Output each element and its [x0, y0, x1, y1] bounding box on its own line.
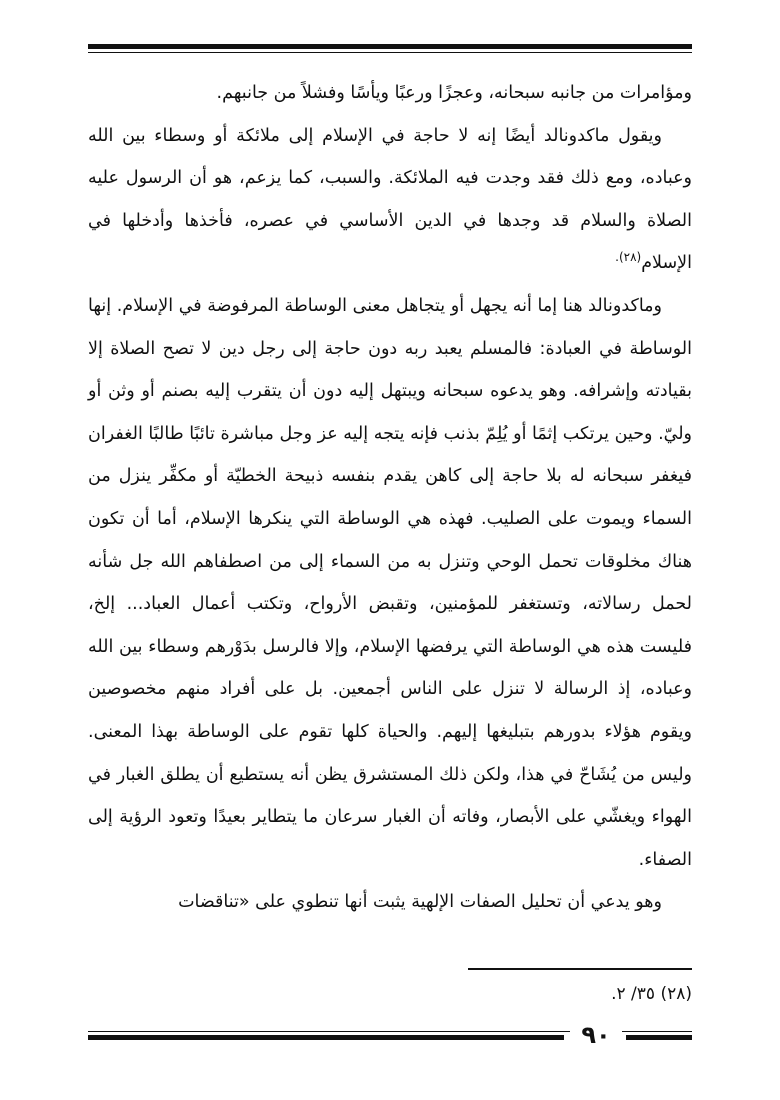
- paragraph-2-text: ويقول ماكدونالد أيضًا إنه لا حاجة في الإسلام إلى ملائكة أو وسطاء بين الله وعباده، ومع ذلك فقد وجدت فيه الملائكة. والسبب، كما يزعم، هو أن الرسول عليه الصلاة والسلام قد وجدها في الدين الأساسي في عصره، فأخذها وأدخلها في الإسلام: [88, 125, 692, 274]
- main-text: [88, 72, 692, 924]
- footnote-separator: [468, 968, 692, 970]
- header-rule: [88, 44, 692, 49]
- footnote: (٢٨) ٣٥/ ٢.: [611, 984, 692, 1004]
- header-rule-thin: [88, 52, 692, 53]
- paragraph-2: [88, 115, 692, 285]
- paragraph-1: ومؤامرات من جانبه سبحانه، وعجزًا ورعبًا ويأسًا وفشلاً من جانبهم.: [216, 83, 692, 103]
- footer-rule-right: [626, 1035, 692, 1040]
- footer-rule-left: [88, 1035, 564, 1040]
- page-number: ٩٠: [570, 1020, 622, 1050]
- paragraph-3: وماكدونالد هنا إما أنه يجهل أو يتجاهل معنى الوساطة المرفوضة في الإسلام. إنها الوساطة في العبادة: فالمسلم يعبد ربه دون حاجة إلى رجل دين لا تصح الصلاة إلا بقيادته وإشرافه. وهو يدعوه سبحانه ويبتهل إليه دون أن يتقرب إليه بصنم أو وثن أو وليّ. وحين يرتكب إثمًا أو يُلِمّ بذنب فإنه يتجه إليه عز وجل مباشرة تائبًا طالبًا الغفران فيغفر سبحانه له بلا حاجة إلى كاهن يقدم بنفسه ذبيحة الخطيّة أو مكفِّر ينزل من السماء ويموت على الصليب. فهذه هي الوساطة التي ينكرها الإسلام، أما أن تكون هناك مخلوقات تحمل الوحي وتنزل به من السماء إلى من اصطفاهم الله جل شأنه لحمل رسالاته، وتستغفر للمؤمنين، وتقبض الأرواح، وتكتب أعمال العباد... إلخ، فليست هذه هي الوساطة التي يرفضها الإسلام، وإلا فالرسل بدَوْرهم وسطاء بين الله وعباده، إذ الرسالة لا تنزل على الناس أجمعين. بل على أفراد منهم مخصوصين ويقوم هؤلاء بدورهم بتبليغها إليهم. والحياة كلها تقوم على الوساطة بهذا المعنى. وليس من يُشَاحّ في هذا، ولكن ذلك المستشرق يظن أنه يستطيع أن يطلق الغبار في الهواء ويغشّي على الأبصار، وفاته أن الغبار سرعان ما يتطاير بعيدًا وتعود الرؤية إلى الصفاء.: [88, 295, 692, 870]
- footnote-reference: (٢٨).: [615, 250, 642, 265]
- paragraph-4: وهو يدعي أن تحليل الصفات الإلهية يثبت أنها تنطوي على «تناقضات: [178, 892, 662, 913]
